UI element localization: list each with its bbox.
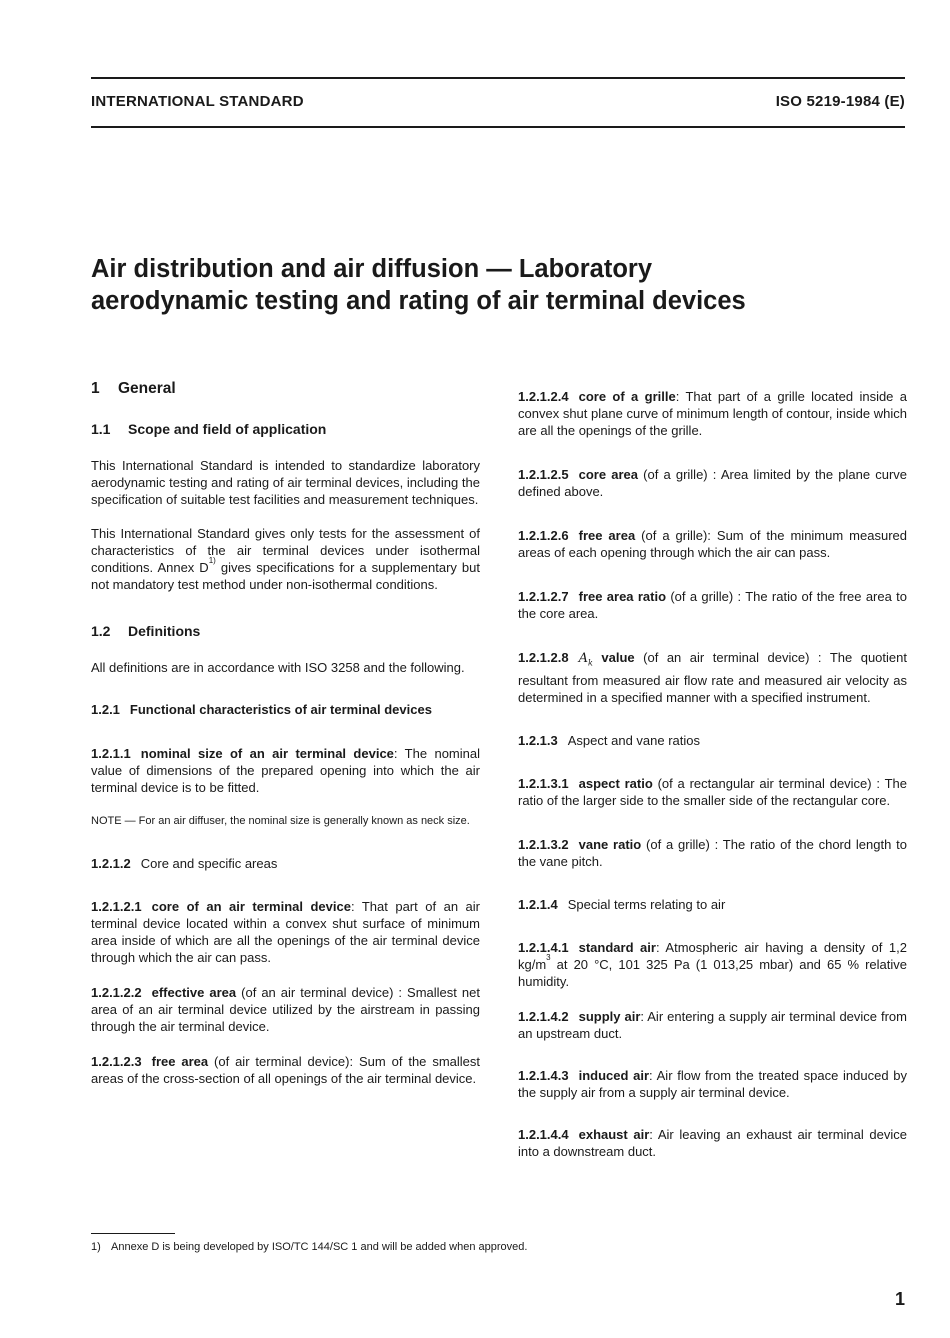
symbol-letter: A <box>578 651 588 666</box>
clause-title: Functional characteristics of air terminal devices <box>129 702 432 717</box>
definition-text: (of a grille) : Area limited by the plane curve defined above. <box>518 467 908 499</box>
clause-number: 1.2.1.3.1 <box>518 775 569 791</box>
definition-text: at 20 °C, 101 325 Pa (1 013,25 mbar) and 65 % relative humidity. <box>518 956 907 989</box>
clause-1-2-1-2-7 <box>518 588 907 622</box>
clause-1-2-1-3-2 <box>518 836 907 870</box>
defined-term: aspect ratio <box>578 775 653 791</box>
defined-term: induced air <box>578 1067 650 1083</box>
defined-term: free area <box>151 1054 209 1069</box>
document-title <box>91 253 905 317</box>
right-column <box>518 388 907 1160</box>
section-title: Definitions <box>128 623 201 639</box>
clause-1-2-1-2 <box>91 855 480 872</box>
note: NOTE — For an air diffuser, the nominal size is generally known as neck size. <box>91 815 470 827</box>
definition-text: : That part of an air terminal device located within a convex shut surface of minimum area inside of which are all the openings of the air terminal device through which the air can pass. <box>91 899 480 965</box>
definition-text: (of a grille) : The ratio of the free area to the core area. <box>518 589 908 621</box>
document-type: INTERNATIONAL STANDARD <box>91 93 304 110</box>
clause-number: 1.2.1.1 <box>91 746 131 761</box>
definition-text: (of a grille): Sum of the minimum measured areas of each opening through which the air can pass. <box>518 528 907 560</box>
section-number: 1 <box>91 380 100 397</box>
section-1-heading <box>91 380 480 398</box>
definition-text: : Atmospheric air having a density of 1,2 kg/m <box>518 939 908 972</box>
clause-number: 1.2.1.2.1 <box>91 899 142 914</box>
clause-title: Special terms relating to air <box>567 896 726 912</box>
section-number: 1.2 <box>91 623 111 639</box>
definition-text: : The nominal value of dimensions of the prepared opening into which the air terminal device is to be fitted. <box>91 746 480 795</box>
clause-1-2-1-3-1 <box>518 775 907 809</box>
title-line-2: aerodynamic testing and rating of air terminal devices <box>91 287 746 315</box>
clause-number: 1.2.1.2.7 <box>518 589 569 604</box>
defined-term: effective area <box>151 985 237 1000</box>
clause-number: 1.2.1.4 <box>518 896 558 912</box>
ak-symbol <box>579 651 593 666</box>
superscript: 3 <box>546 952 551 962</box>
symbol-subscript: k <box>588 658 593 668</box>
definition-text: : That part of a grille located inside a convex shut plane curve of minimum length of contour, inside which are all the openings of the grille. <box>518 389 907 438</box>
section-title: Scope and field of application <box>128 421 327 437</box>
defined-term: free area ratio <box>578 589 667 604</box>
defined-term: value <box>601 650 635 665</box>
section-1-2-heading <box>91 623 480 639</box>
clause-title: Core and specific areas <box>140 856 278 871</box>
definition-text: : Air entering a supply air terminal device from an upstream duct. <box>518 1008 907 1041</box>
page-number: 1 <box>894 1289 905 1309</box>
scope-paragraph-1: This International Standard is intended to standardize laboratory aerodynamic testing and rating of air terminal devices, including the specification of suitable test facilities and measurement techniques. <box>91 458 480 507</box>
left-column <box>91 380 480 1087</box>
clause-number: 1.2.1.2.3 <box>91 1054 142 1069</box>
defined-term: free area <box>578 528 636 543</box>
clause-1-2-1-2-4 <box>518 388 907 439</box>
document-number: ISO 5219-1984 (E) <box>775 93 905 110</box>
definitions-paragraph: All definitions are in accordance with ISO 3258 and the following. <box>91 660 465 675</box>
footnote <box>91 1241 527 1253</box>
clause-1-2-1-2-1 <box>91 898 480 966</box>
clause-number: 1.2.1.2.2 <box>91 985 142 1000</box>
defined-term: supply air <box>578 1008 641 1024</box>
clause-1-2-1-1 <box>91 745 480 796</box>
header-top-rule <box>91 77 905 79</box>
footnote-number: 1) <box>91 1241 101 1253</box>
definition-text: (of a grille) : The ratio of the chord length to the vane pitch. <box>518 836 907 869</box>
definition-text: (of a rectangular air terminal device) : The ratio of the larger side to the smaller side of the rectangular core. <box>518 775 907 808</box>
clause-number: 1.2.1.2.5 <box>518 467 569 482</box>
footnote-reference: 1) <box>208 556 216 565</box>
title-line-1: Air distribution and air diffusion — Laboratory <box>91 255 653 283</box>
clause-1-2-1-2-5 <box>518 466 907 500</box>
definition-text: : Air leaving an exhaust air terminal device into a downstream duct. <box>518 1126 907 1159</box>
clause-number: 1.2.1.3.2 <box>518 836 569 852</box>
paragraph-text: This International Standard gives only tests for the assessment of characteristics of the air terminal devices under isothermal conditions. Annex D <box>91 526 480 575</box>
defined-term: core of a grille <box>578 389 676 404</box>
clause-number: 1.2.1.4.4 <box>518 1126 569 1142</box>
header-bottom-rule <box>91 126 905 128</box>
clause-1-2-1-4 <box>518 896 907 913</box>
clause-1-2-1-4-3 <box>518 1067 907 1101</box>
clause-1-2-1-2-3 <box>91 1053 480 1087</box>
defined-term: standard air <box>578 939 656 955</box>
clause-title: Aspect and vane ratios <box>567 732 701 748</box>
section-1-1-heading <box>91 421 480 437</box>
clause-1-2-1-3 <box>518 732 907 749</box>
clause-number: 1.2.1.3 <box>518 732 558 748</box>
clause-1-2-1-2-2 <box>91 984 480 1035</box>
clause-1-2-1-2-6 <box>518 527 907 561</box>
defined-term: core of an air terminal device <box>151 899 351 914</box>
defined-term: exhaust air <box>578 1126 650 1142</box>
clause-1-2-1-2-8 <box>518 649 907 706</box>
clause-number: 1.2.1.2.4 <box>518 389 569 404</box>
definition-text: (of an air terminal device) : The quotient resultant from measured air flow rate and measured air velocity as determined in a specified manner with a specified instrument. <box>518 650 907 705</box>
clause-number: 1.2.1.2.6 <box>518 528 569 543</box>
clause-number: 1.2.1.4.1 <box>518 939 569 955</box>
paragraph-text: gives specifications for a supplementary but not mandatory test method under non-isothermal conditions. <box>91 560 480 592</box>
definition-text: (of air terminal device): Sum of the smallest areas of the cross-section of all openings of the air terminal device. <box>91 1054 480 1086</box>
footnote-text: Annexe D is being developed by ISO/TC 144/SC 1 and will be added when approved. <box>111 1241 528 1253</box>
defined-term: vane ratio <box>578 836 642 852</box>
clause-number: 1.2.1.2.8 <box>518 650 569 665</box>
clause-1-2-1-4-1 <box>518 939 907 990</box>
section-title: General <box>118 380 176 397</box>
section-number: 1.1 <box>91 421 111 437</box>
clause-number: 1.2.1.4.2 <box>518 1008 569 1024</box>
defined-term: nominal size of an air terminal device <box>140 746 394 761</box>
definition-text: (of an air terminal device) : Smallest net area of an air terminal device utilized by the airstream in passing through the air terminal device. <box>91 985 480 1034</box>
footnote-rule <box>91 1233 175 1234</box>
clause-number: 1.2.1 <box>91 702 120 717</box>
defined-term: core area <box>578 467 638 482</box>
clause-1-2-1-4-2 <box>518 1008 907 1042</box>
scope-paragraph-2 <box>91 525 480 593</box>
clause-number: 1.2.1.2 <box>91 856 131 871</box>
clause-number: 1.2.1.4.3 <box>518 1067 569 1083</box>
clause-1-2-1 <box>91 701 480 718</box>
definition-text: : Air flow from the treated space induced by the supply air from a supply air terminal device. <box>518 1067 907 1100</box>
clause-1-2-1-4-4 <box>518 1126 907 1160</box>
